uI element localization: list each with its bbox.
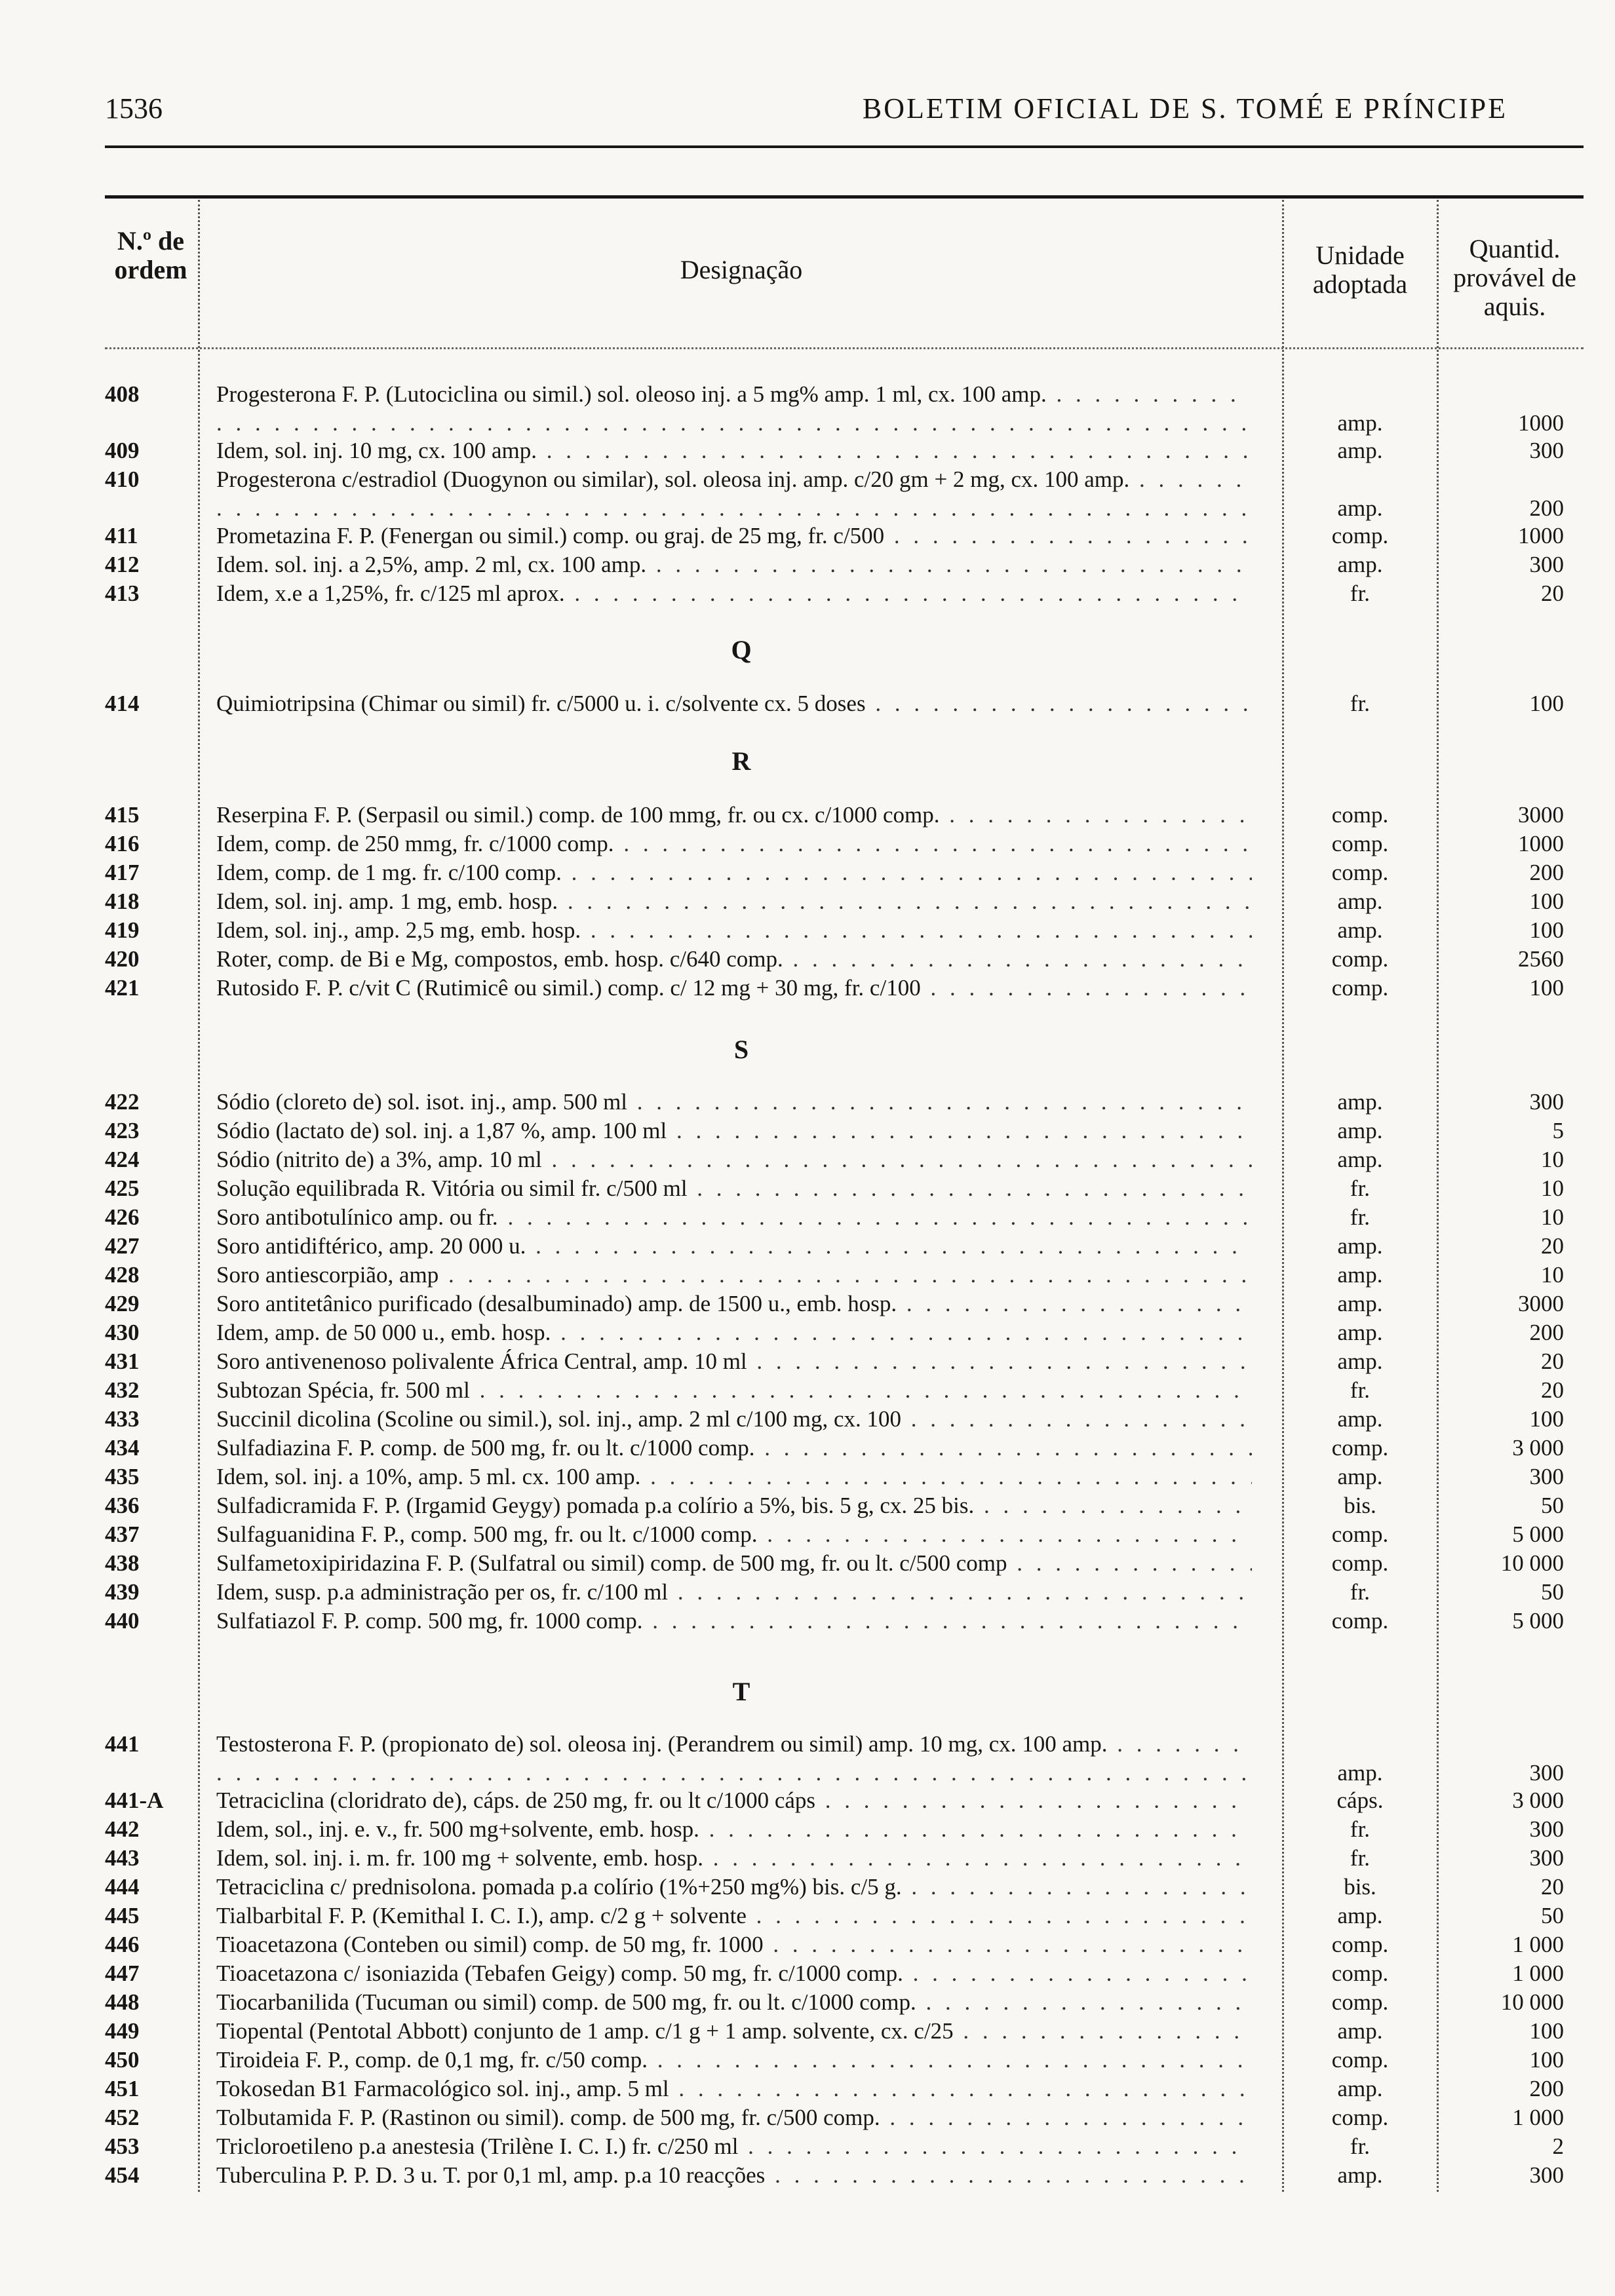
item-unit: fr. [1350,691,1371,716]
item-unit: amp. [1337,1349,1383,1374]
item-number: 446 [105,1932,140,1957]
top-rule [105,145,1584,148]
item-unit: fr. [1350,1579,1371,1605]
item-number: 417 [105,860,140,885]
item-quantity: 100 [1529,1406,1564,1432]
item-unit: amp. [1337,1147,1383,1172]
item-unit: comp. [1331,975,1389,1001]
column-header-number: N.º de ordem [114,226,187,284]
item-unit: cáps. [1336,1788,1384,1813]
item-unit: amp. [1337,917,1383,943]
item-unit: amp. [1337,2162,1383,2188]
item-number: 441 [105,1731,140,1757]
item-quantity: 3 000 [1512,1435,1564,1461]
item-designation: Succinil dicolina (Scoline ou simil.), sol. inj., amp. 2 ml c/100 mg, cx. 100 . . . [216,1405,1252,1434]
item-unit: comp. [1331,1932,1389,1957]
column-header-quantity: Quantid. provável de aquis. [1453,234,1576,321]
item-number: 411 [105,523,138,548]
item-unit: amp. [1337,410,1383,436]
item-designation: Soro antitetânico purificado (desalbuminado) amp. de 1500 u., emb. hosp. . . . [216,1290,1252,1318]
item-number: 435 [105,1464,140,1489]
item-number: 442 [105,1816,140,1842]
item-number: 413 [105,581,140,606]
item-designation: Idem, amp. de 50 000 u., emb. hosp. . . . [216,1318,1252,1347]
column-divider [1437,200,1439,2192]
item-quantity: 1000 [1518,831,1564,856]
item-number: 426 [105,1204,140,1230]
item-number: 445 [105,1903,140,1928]
item-designation: Idem, sol., inj. e. v., fr. 500 mg+solvente, emb. hosp. . . . [216,1815,1252,1844]
item-unit: amp. [1337,1464,1383,1489]
column-divider [1282,200,1284,2192]
item-unit: amp. [1337,1089,1383,1115]
item-designation: Tolbutamida F. P. (Rastinon ou simil). comp. de 500 mg, fr. c/500 comp. . . . [216,2103,1252,2132]
item-quantity: 300 [1529,1845,1564,1871]
item-designation: Reserpina F. P. (Serpasil ou simil.) comp. de 100 mmg, fr. ou cx. c/1000 comp. . . . [216,801,1252,830]
item-unit: amp. [1337,2076,1383,2101]
item-designation: Sulfametoxipiridazina F. P. (Sulfatral ou simil) comp. de 500 mg, fr. ou lt. c/500 comp . . . [216,1549,1252,1578]
column-divider [198,200,200,2192]
item-quantity: 100 [1529,975,1564,1001]
item-quantity: 5 000 [1512,1521,1564,1547]
item-designation: Progesterona F. P. (Lutociclina ou simil.) sol. oleoso inj. a 5 mg% amp. 1 ml, cx. 100 amp. . . . [216,380,1252,438]
item-quantity: 3000 [1518,802,1564,828]
item-number: 427 [105,1233,140,1259]
item-quantity: 300 [1529,1760,1564,1786]
item-quantity: 1000 [1518,410,1564,436]
item-quantity: 10 000 [1500,1989,1564,2015]
item-designation: Sódio (lactato de) sol. inj. a 1,87 %, amp. 100 ml . . . [216,1117,1252,1145]
item-designation: Tiopental (Pentotal Abbott) conjunto de 1 amp. c/1 g + 1 amp. solvente, cx. c/25 . . . [216,2017,1252,2046]
item-designation: Solução equilibrada R. Vitória ou simil fr. c/500 ml . . . [216,1174,1252,1203]
item-quantity: 200 [1529,860,1564,885]
item-unit: amp. [1337,889,1383,914]
item-unit: amp. [1337,552,1383,577]
item-number: 421 [105,975,140,1001]
item-designation: Soro antibotulínico amp. ou fr. . . . [216,1203,1252,1232]
item-designation: Soro antivenenoso polivalente África Central, amp. 10 ml . . . [216,1347,1252,1376]
item-designation: Rutosido F. P. c/vit C (Rutimicê ou simil.) comp. c/ 12 mg + 30 mg, fr. c/100 . . . [216,974,1252,1003]
item-quantity: 1000 [1518,523,1564,548]
item-quantity: 100 [1529,2018,1564,2044]
item-unit: amp. [1337,1233,1383,1259]
item-quantity: 20 [1541,1874,1564,1900]
item-quantity: 10 [1541,1147,1564,1172]
item-number: 438 [105,1550,140,1576]
item-quantity: 20 [1541,1233,1564,1259]
item-quantity: 50 [1541,1579,1564,1605]
item-designation: Sulfadicramida F. P. (Irgamid Geygy) pomada p.a colírio a 5%, bis. 5 g, cx. 25 bis. . . . [216,1491,1252,1520]
item-quantity: 100 [1529,691,1564,716]
item-unit: comp. [1331,1961,1389,1986]
item-quantity: 300 [1529,1816,1564,1842]
item-quantity: 5 000 [1512,1608,1564,1634]
item-quantity: 20 [1541,1377,1564,1403]
item-unit: comp. [1331,802,1389,828]
item-unit: comp. [1331,2105,1389,2130]
item-unit: comp. [1331,1435,1389,1461]
item-number: 409 [105,438,140,463]
item-quantity: 20 [1541,581,1564,606]
item-unit: bis. [1344,1493,1376,1518]
item-number: 412 [105,552,140,577]
item-designation: Idem, sol. inj. i. m. fr. 100 mg + solvente, emb. hosp. . . . [216,1844,1252,1873]
item-unit: amp. [1337,1262,1383,1288]
item-number: 439 [105,1579,140,1605]
item-unit: fr. [1350,1845,1371,1871]
running-title: BOLETIM OFICIAL DE S. TOMÉ E PRÍNCIPE [862,92,1508,124]
item-number: 452 [105,2105,140,2130]
item-unit: comp. [1331,523,1389,548]
item-unit: amp. [1337,495,1383,521]
item-designation: Sódio (nitrito de) a 3%, amp. 10 ml . . . [216,1145,1252,1174]
item-number: 440 [105,1608,140,1634]
item-unit: amp. [1337,1760,1383,1786]
item-designation: Tetraciclina (cloridrato de), cáps. de 250 mg, fr. ou lt c/1000 cáps . . . [216,1786,1252,1815]
item-designation: Tokosedan B1 Farmacológico sol. inj., amp. 5 ml . . . [216,2075,1252,2103]
item-unit: comp. [1331,1989,1389,2015]
item-designation: Idem, susp. p.a administração per os, fr. c/100 ml . . . [216,1578,1252,1607]
item-unit: comp. [1331,1550,1389,1576]
item-quantity: 300 [1529,1464,1564,1489]
item-unit: comp. [1331,831,1389,856]
item-quantity: 100 [1529,2047,1564,2073]
item-designation: Idem, sol. inj. amp. 1 mg, emb. hosp. . . . [216,887,1252,916]
item-designation: Sulfatiazol F. P. comp. 500 mg, fr. 1000 comp. . . . [216,1607,1252,1636]
item-quantity: 3000 [1518,1291,1564,1316]
item-number: 431 [105,1349,140,1374]
item-quantity: 100 [1529,917,1564,943]
item-quantity: 20 [1541,1349,1564,1374]
item-number: 420 [105,946,140,972]
item-number: 430 [105,1320,140,1345]
item-quantity: 300 [1529,438,1564,463]
item-designation: Tricloroetileno p.a anestesia (Trilène I. C. I.) fr. c/250 ml . . . [216,2132,1252,2161]
item-designation: Quimiotripsina (Chimar ou simil) fr. c/5000 u. i. c/solvente cx. 5 doses . . . [216,689,1252,718]
item-quantity: 300 [1529,552,1564,577]
item-designation: Roter, comp. de Bi e Mg, compostos, emb. hosp. c/640 comp. . . . [216,945,1252,974]
item-quantity: 10 [1541,1176,1564,1201]
item-unit: fr. [1350,1204,1371,1230]
item-unit: comp. [1331,1521,1389,1547]
item-number: 436 [105,1493,140,1518]
item-designation: Sódio (cloreto de) sol. isot. inj., amp. 500 ml . . . [216,1088,1252,1117]
item-quantity: 10 000 [1500,1550,1564,1576]
section-letter-q: Q [731,635,752,664]
item-number: 423 [105,1118,140,1143]
item-unit: fr. [1350,1176,1371,1201]
item-designation: Tuberculina P. P. D. 3 u. T. por 0,1 ml, amp. p.a 10 reacções . . . [216,2161,1252,2190]
item-number: 425 [105,1176,140,1201]
item-number: 408 [105,381,140,407]
item-number: 422 [105,1089,140,1115]
item-quantity: 1 000 [1512,2105,1564,2130]
item-designation: Idem, sol. inj. a 10%, amp. 5 ml. cx. 100 amp. . . . [216,1463,1252,1491]
item-number: 449 [105,2018,140,2044]
item-quantity: 2 [1552,2133,1564,2159]
item-quantity: 50 [1541,1493,1564,1518]
item-designation: Sulfadiazina F. P. comp. de 500 mg, fr. ou lt. c/1000 comp. . . . [216,1434,1252,1463]
item-quantity: 1 000 [1512,1961,1564,1986]
item-designation: Idem, x.e a 1,25%, fr. c/125 ml aprox. . . . [216,579,1252,608]
item-quantity: 2560 [1518,946,1564,972]
item-number: 450 [105,2047,140,2073]
item-number: 434 [105,1435,140,1461]
item-designation: Testosterona F. P. (propionato de) sol. oleosa inj. (Perandrem ou simil) amp. 10 mg, cx. 100 amp. . . . [216,1730,1252,1788]
item-designation: Idem, sol. inj., amp. 2,5 mg, emb. hosp. . . . [216,916,1252,945]
table-top-rule [105,195,1584,199]
item-number: 419 [105,917,140,943]
item-designation: Progesterona c/estradiol (Duogynon ou similar), sol. oleosa inj. amp. c/20 gm + 2 mg, cx. 100 amp. . . . [216,465,1252,523]
item-designation: Tiocarbanilida (Tucuman ou simil) comp. de 500 mg, fr. ou lt. c/1000 comp. . . . [216,1988,1252,2017]
item-quantity: 5 [1552,1118,1564,1143]
section-letter-r: R [731,746,751,776]
item-designation: Subtozan Spécia, fr. 500 ml . . . [216,1376,1252,1405]
item-number: 448 [105,1989,140,2015]
item-unit: fr. [1350,2133,1371,2159]
item-unit: amp. [1337,1320,1383,1345]
column-header-unit: Unidade adoptada [1312,240,1408,299]
item-designation: Soro antiescorpião, amp . . . [216,1261,1252,1290]
item-number: 454 [105,2162,140,2188]
item-designation: Idem, comp. de 250 mmg, fr. c/1000 comp. . . . [216,830,1252,858]
item-unit: amp. [1337,1291,1383,1316]
item-unit: comp. [1331,946,1389,972]
item-number: 432 [105,1377,140,1403]
item-number: 428 [105,1262,140,1288]
item-unit: amp. [1337,1406,1383,1432]
item-number: 410 [105,467,140,492]
item-quantity: 200 [1529,1320,1564,1345]
item-quantity: 10 [1541,1262,1564,1288]
item-designation: Prometazina F. P. (Fenergan ou simil.) comp. ou graj. de 25 mg, fr. c/500 . . . [216,522,1252,550]
section-letter-s: S [733,1035,749,1064]
item-designation: Tetraciclina c/ prednisolona. pomada p.a colírio (1%+250 mg%) bis. c/5 g. . . . [216,1873,1252,1902]
item-quantity: 3 000 [1512,1788,1564,1813]
item-designation: Sulfaguanidina F. P., comp. 500 mg, fr. ou lt. c/1000 comp. . . . [216,1520,1252,1549]
item-quantity: 200 [1529,495,1564,521]
item-designation: Tioacetazona (Conteben ou simil) comp. de 50 mg, fr. 1000 . . . [216,1930,1252,1959]
item-unit: amp. [1337,1118,1383,1143]
item-number: 437 [105,1521,140,1547]
item-quantity: 200 [1529,2076,1564,2101]
item-designation: Tioacetazona c/ isoniazida (Tebafen Geigy) comp. 50 mg, fr. c/1000 comp. . . . [216,1959,1252,1988]
item-quantity: 300 [1529,2162,1564,2188]
item-designation: Idem. sol. inj. a 2,5%, amp. 2 ml, cx. 100 amp. . . . [216,550,1252,579]
item-number: 429 [105,1291,140,1316]
item-number: 443 [105,1845,140,1871]
item-designation: Tiroideia F. P., comp. de 0,1 mg, fr. c/50 comp. . . . [216,2046,1252,2075]
item-number: 414 [105,691,140,716]
item-number: 416 [105,831,140,856]
column-header-designation: Designação [680,255,803,284]
item-unit: bis. [1344,1874,1376,1900]
item-designation: Idem, comp. de 1 mg. fr. c/100 comp. . . . [216,858,1252,887]
item-unit: comp. [1331,2047,1389,2073]
item-quantity: 1 000 [1512,1932,1564,1957]
item-unit: comp. [1331,1608,1389,1634]
item-number: 444 [105,1874,140,1900]
item-unit: amp. [1337,1903,1383,1928]
item-number: 447 [105,1961,140,1986]
section-letter-t: T [732,1677,750,1706]
item-unit: fr. [1350,581,1371,606]
item-quantity: 10 [1541,1204,1564,1230]
item-number: 441-A [105,1788,164,1813]
item-unit: amp. [1337,438,1383,463]
item-unit: comp. [1331,860,1389,885]
item-unit: amp. [1337,2018,1383,2044]
item-number: 451 [105,2076,140,2101]
item-number: 415 [105,802,140,828]
item-unit: fr. [1350,1377,1371,1403]
item-unit: fr. [1350,1816,1371,1842]
header-rule [105,347,1584,349]
item-quantity: 50 [1541,1903,1564,1928]
item-number: 453 [105,2133,140,2159]
item-number: 424 [105,1147,140,1172]
item-designation: Idem, sol. inj. 10 mg, cx. 100 amp. . . . [216,436,1252,465]
item-quantity: 300 [1529,1089,1564,1115]
item-designation: Soro antidiftérico, amp. 20 000 u. . . . [216,1232,1252,1261]
item-quantity: 100 [1529,889,1564,914]
item-number: 418 [105,889,140,914]
item-designation: Tialbarbital F. P. (Kemithal I. C. I.), amp. c/2 g + solvente . . . [216,1902,1252,1930]
page-number: 1536 [105,92,163,124]
item-number: 433 [105,1406,140,1432]
